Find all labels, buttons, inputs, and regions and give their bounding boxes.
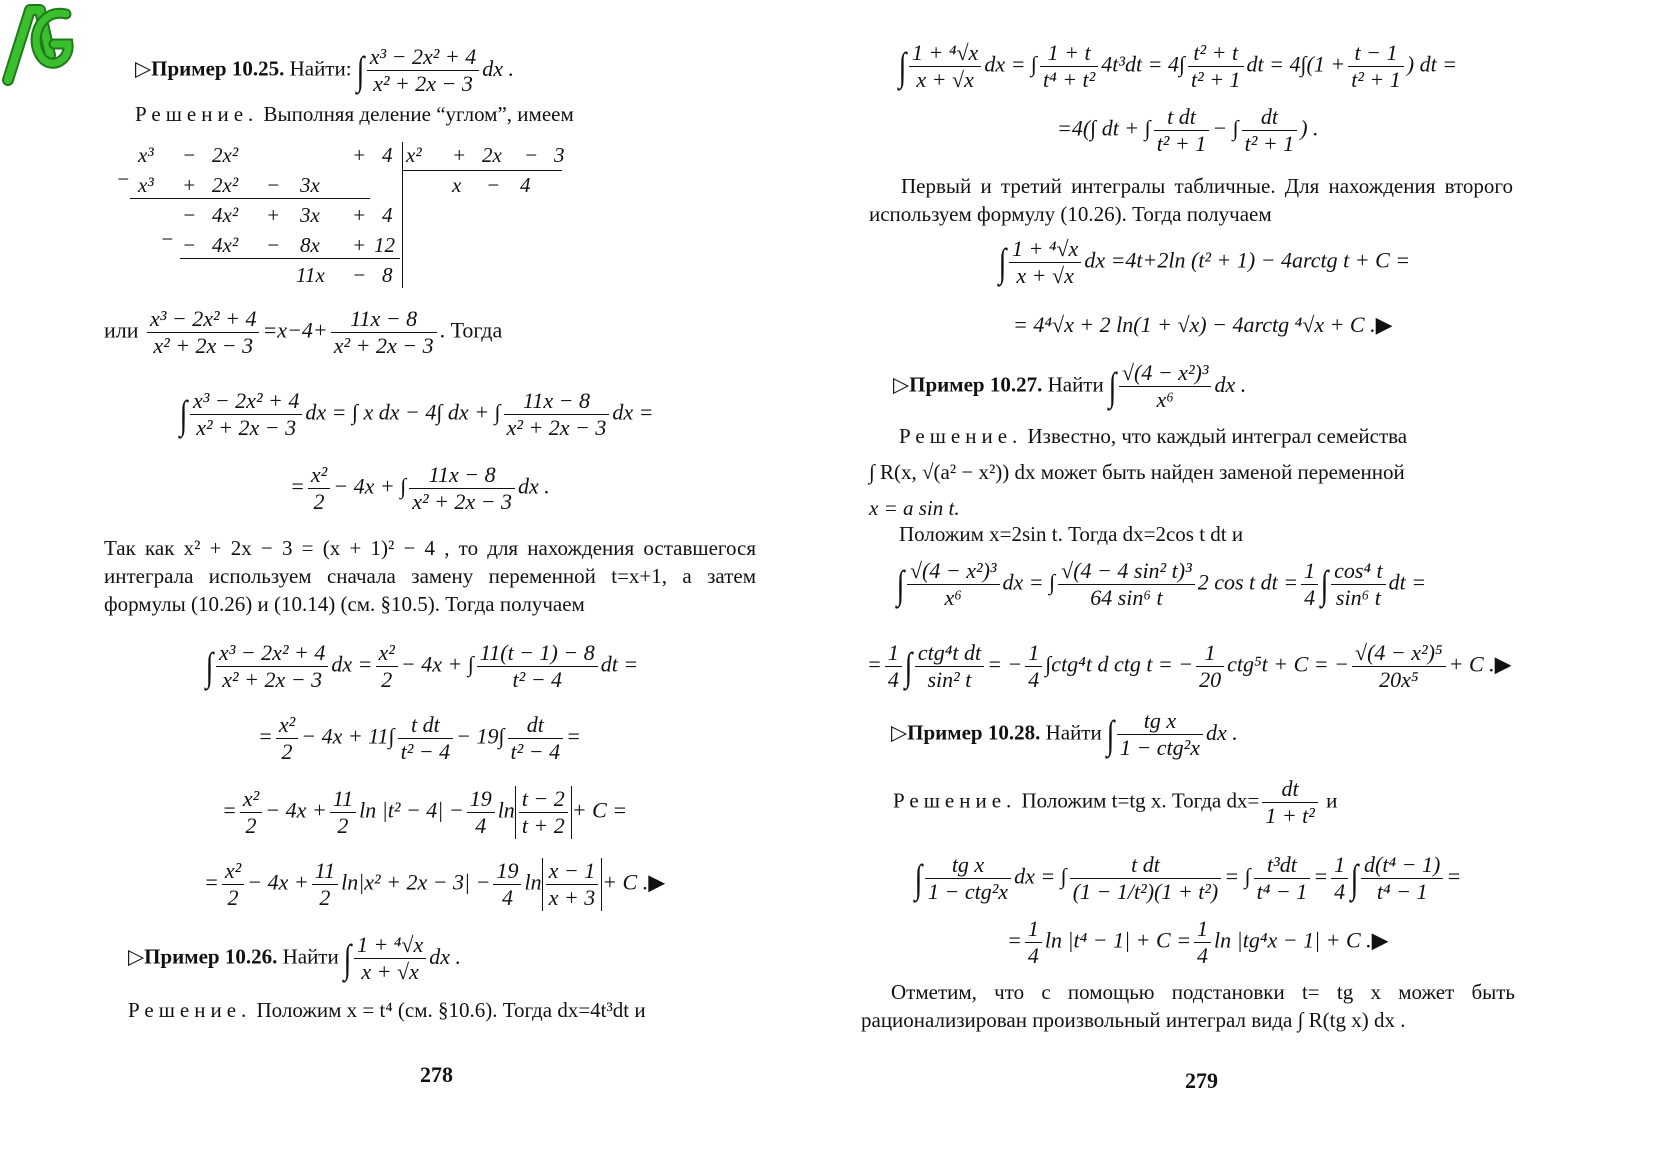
ld-divider-horizontal [402,170,562,171]
solution-10-27-line-3: x = a sin t. [869,496,960,520]
left-page [0,0,830,1162]
example-10-25-heading [135,44,514,97]
ld-rule-1 [130,198,370,199]
solution-10-27-line-1: Решение. Известно, что каждый интеграл семейства [899,424,1408,448]
example-10-28-heading: ▷Пример 10.28. Найти ∫ $\frac{\text{tg x}}{\text{1 − ctg²x}}$ dx . [891,708,1238,760]
right-paragraph-2: Отметим, что с помощью подстановки t= tg x может быть рационализирован произвольный интеграл вида ∫ R(tg x) dx . [861,980,1515,1032]
solution-10-26: Решение. Положим x = t⁴ (см. §10.6). Тогда dx=4t³dt и [128,998,646,1022]
or-line: или $\frac{\text{x³ − 2x² + 4}}{\text{x² + 2x − 3}}$ =x−4+ $\frac{11x - 8}{\text{x² + 2x − 3}}$ . Тогда [104,306,503,358]
right-equation-2: =4(∫ dt + ∫ $\frac{\text{t dt}}{\text{t² + 1}}$ − ∫ $\frac{dt}{\text{t² + 1}}$ ) . [1057,104,1319,156]
long-division-table: x³ − 2x² + 4 x² + 2x − 3 − x³ + 2x² − 3x x − 4 − 4x² + 3x + 4 − − 4x² − 8x + 12 11x − 8 [116,143,565,287]
example-label: Пример 10.25. [151,56,285,81]
example-10-27-heading: ▷Пример 10.27. Найти ∫ $\frac{\text{√(4 − x²)³}}{\text{x⁶}}$ dx . [893,360,1247,412]
right-equation-6: = $\frac{1}{4}$ ∫ $\frac{\text{ctg⁴t dt}}{\text{sin² t}}$ = − $\frac{1}{4}$ ∫ctg⁴t d ctg t = − $\frac{1}{20}$ ctg⁵t + C = − $\frac{\text{√(4 − x²)⁵}}{\text{20x⁵}}$ + C .▶ [867,640,1512,692]
left-equation-3: ∫ $\frac{\text{x³ − 2x² + 4}}{\text{x² + 2x − 3}}$ dx = $\frac{\text{x²}}{2}$ − 4x + ∫ $\frac{11(t - 1) - 8}{\text{t² − 4}}$ dt = [205,640,639,692]
right-equation-5: ∫ $\frac{\text{√(4 − x²)³}}{\text{x⁶}}$ dx = ∫ $\frac{\text{√(4 − 4 sin² t)³}}{\text{64 sin⁶ t}}$ 2 cos t dt = $\frac{1}{4}$ ∫ $\frac{\text{cos⁴ t}}{\text{sin⁶ t}}$ dt = [896,558,1427,610]
ag-logo [0,0,80,90]
ld-rule-2 [180,258,400,259]
right-equation-3: ∫ $\frac{\text{1 + ⁴√x}}{x + √x}$ dx =4t+2ln (t² + 1) − 4arctg t + C = [998,236,1411,288]
left-equation-5: = $\frac{\text{x²}}{2}$ − 4x + $\frac{11}{2}$ ln |t² − 4| − $\frac{19}{4}$ ln $\frac{t - 2}{t + 2}$ + C = [222,786,628,838]
left-paragraph: Так как x² + 2x − 3 = (x + 1)² − 4 , то для нахождения оставшегося интеграла используем сначала замену переменной t=x+1, а затем формулы (10.26) и (10.14) (см. §10.5). Тогда получаем [104,536,756,616]
right-equation-7: ∫ $\frac{\text{tg x}}{\text{1 − ctg²x}}$ dx = ∫ $\frac{\text{t dt}}{\text{(1 − 1/t²)(1 + t²)}}$ = ∫ $\frac{\text{t³dt}}{\text{t⁴ − 1}}$ = $\frac{1}{4}$ ∫ $\frac{\text{d(t⁴ − 1)}}{\text{t⁴ − 1}}$ = [914,852,1462,904]
page-number-left: 278 [420,1062,453,1087]
right-equation-4: = 4⁴√x + 2 ln(1 + √x) − 4arctg ⁴√x + C .▶ [1013,312,1393,337]
example-task: Найти: [289,56,352,81]
right-equation-1: ∫ $\frac{\text{1 + ⁴√x}}{x + √x}$ dx = ∫ $\frac{1 + t}{\text{t⁴ + t²}}$ 4t³dt = 4∫ $\frac{\text{t² + t}}{\text{t² + 1}}$ dt = 4∫(1 + $\frac{t - 1}{\text{t² + 1}}$ ) dt = [898,40,1458,92]
solution-10-28: Решение. Положим t=tg x. Тогда dx= $\frac{dt}{\text{1 + t²}}$ и [893,776,1338,828]
example-marker: ▷ [135,56,152,81]
left-equation-2: = $\frac{\text{x²}}{2}$ − 4x + ∫ $\frac{11x - 8}{\text{x² + 2x − 3}}$ dx . [290,462,550,514]
right-page [831,0,1662,1162]
left-equation-6: = $\frac{\text{x²}}{2}$ − 4x + $\frac{11}{2}$ ln|x² + 2x − 3| − $\frac{19}{4}$ ln $\frac{x - 1}{x + 3}$ + C .▶ [204,858,666,910]
example-integral: ∫ $\frac{\text{x³ − 2x² + 4}}{\text{x² + 2x − 3}}$ dx . [356,44,514,96]
right-paragraph-1: Первый и третий интегралы табличные. Для нахождения второго используем формулу (10.26). Тогда получаем [869,174,1513,226]
solution-intro: Решение. Выполняя деление “углом”, имеем [135,102,574,126]
example-10-26-heading: ▷Пример 10.26. Найти ∫ $\frac{\text{1 + ⁴√x}}{x + √x}$ dx . [128,932,462,984]
left-equation-4: = $\frac{\text{x²}}{2}$ − 4x + 11∫ $\frac{\text{t dt}}{\text{t² − 4}}$ − 19∫ $\frac{dt}{\text{t² − 4}}$ = [258,712,581,764]
ld-divider-vertical [402,142,403,288]
right-equation-8: = $\frac{1}{4}$ ln |t⁴ − 1| + C = $\frac{1}{4}$ ln |tg⁴x − 1| + C .▶ [1007,916,1389,968]
page-number-right: 279 [1185,1068,1218,1093]
solution-10-27-line-4: Положим x=2sin t. Тогда dx=2cos t dt и [899,522,1244,546]
solution-10-27-line-2: ∫ R(x, √(a² − x²)) dx может быть найден заменой переменной [869,460,1405,484]
left-equation-1: ∫ $\frac{\text{x³ − 2x² + 4}}{\text{x² + 2x − 3}}$ dx = ∫ x dx − 4∫ dx + ∫ $\frac{11x - 8}{\text{x² + 2x − 3}}$ dx = [179,388,654,440]
